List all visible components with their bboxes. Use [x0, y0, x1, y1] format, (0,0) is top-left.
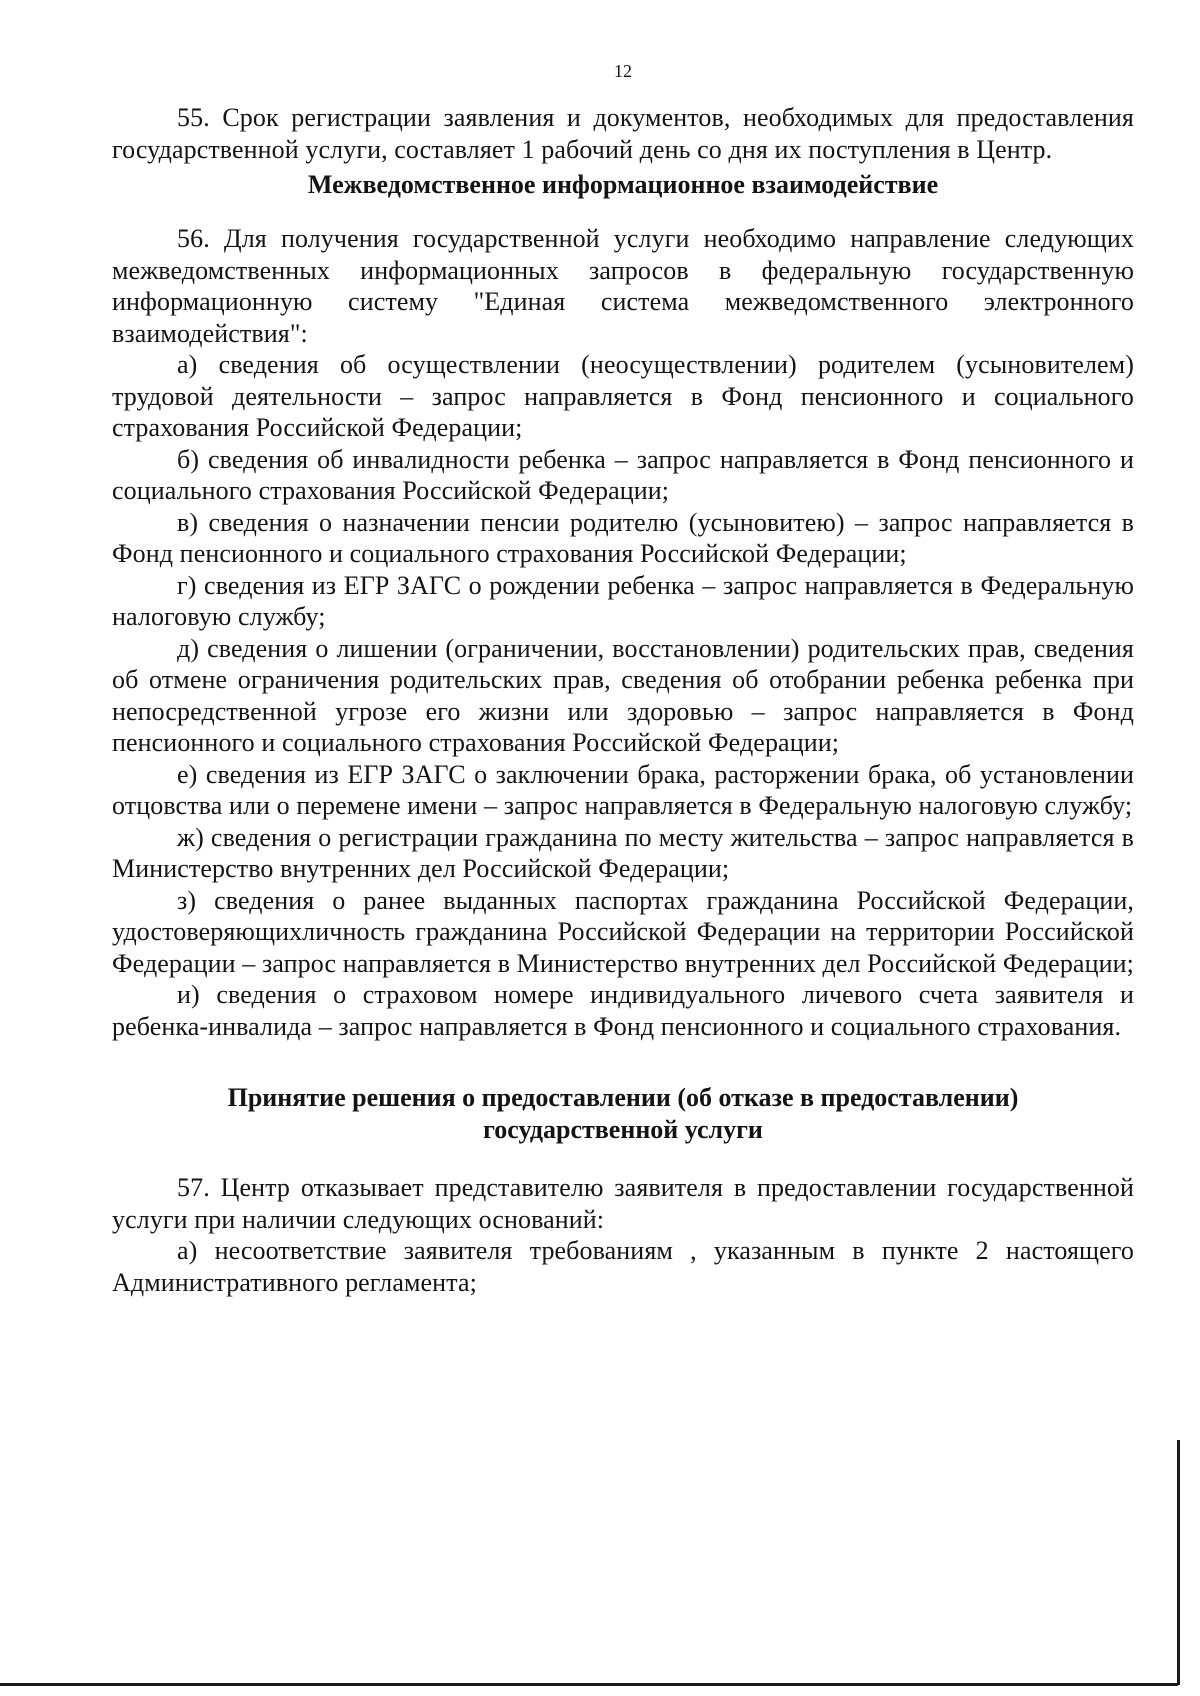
paragraph-55: 55. Срок регистрации заявления и документов, необходимых для предоставления государственной услуги, составляет 1 рабочий день со дня их поступления в Центр. — [112, 103, 1134, 164]
document-page — [112, 60, 1134, 1298]
page-number: 12 — [614, 61, 632, 81]
scan-edge-right — [1177, 1440, 1180, 1685]
refusal-item-a: а) несоответствие заявителя требованиям , указанным в пункте 2 настоящего Административного регламента; — [112, 1236, 1134, 1297]
list-item-v: в) сведения о назначении пенсии родителю (усыновитею) – запрос направляется в Фонд пенсионного и социального страхования Российской Федерации; — [112, 507, 1134, 568]
paragraph-57: 57. Центр отказывает представителю заявителя в предоставлении государственной услуги при наличии следующих оснований: — [112, 1173, 1134, 1234]
section-heading-decision — [112, 1082, 1134, 1146]
section-heading-decision-line2: государственной услуги — [483, 1115, 763, 1144]
list-item-b: б) сведения об инвалидности ребенка – запрос направляется в Фонд пенсионного и социального страхования Российской Федерации; — [112, 444, 1134, 505]
list-item-a: а) сведения об осуществлении (неосуществлении) родителем (усыновителем) трудовой деятельности – запрос направляется в Фонд пенсионного и социального страхования Российской Федерации; — [112, 350, 1134, 442]
list-item-z: з) сведения о ранее выданных паспортах гражданина Российской Федерации, удостоверяющихличность гражданина Российской Федерации на территории Российской Федерации – запрос направляется в Министерство внутренних дел Российской Федерации; — [112, 885, 1134, 978]
scan-edge-bottom — [0, 1683, 1178, 1686]
paragraph-56: 56. Для получения государственной услуги необходимо направление следующих межведомственных информационных запросов в федеральную государственную информационную систему "Единая система межведомственного электронного взаимодействия": — [112, 224, 1134, 348]
list-item-d: д) сведения о лишении (ограничении, восстановлении) родительских прав, сведения об отмене ограничения родительских прав, сведения об отобрании ребенка ребенка при непосредственной угрозе его жизни или здоровью – запрос направляется в Фонд пенсионного и социального страхования Российской Федерации; — [112, 633, 1134, 757]
section-heading-decision-line1: Принятие решения о предоставлении (об отказе в предоставлении) — [227, 1083, 1019, 1112]
list-item-i: и) сведения о страховом номере индивидуального личевого счета заявителя и ребенка-инвалида – запрос направляется в Фонд пенсионного и социального страхования. — [112, 980, 1134, 1041]
section-heading-interagency: Межведомственное информационное взаимодействие — [307, 170, 939, 199]
list-item-e: е) сведения из ЕГР ЗАГС о заключении брака, расторжении брака, об установлении отцовства или о перемене имени – запрос направляется в Федеральную налоговую службу; — [112, 759, 1134, 820]
list-item-g: г) сведения из ЕГР ЗАГС о рождении ребенка – запрос направляется в Федеральную налоговую службу; — [112, 570, 1134, 631]
list-item-zh: ж) сведения о регистрации гражданина по месту жительства – запрос направляется в Министерство внутренних дел Российской Федерации; — [112, 822, 1134, 883]
